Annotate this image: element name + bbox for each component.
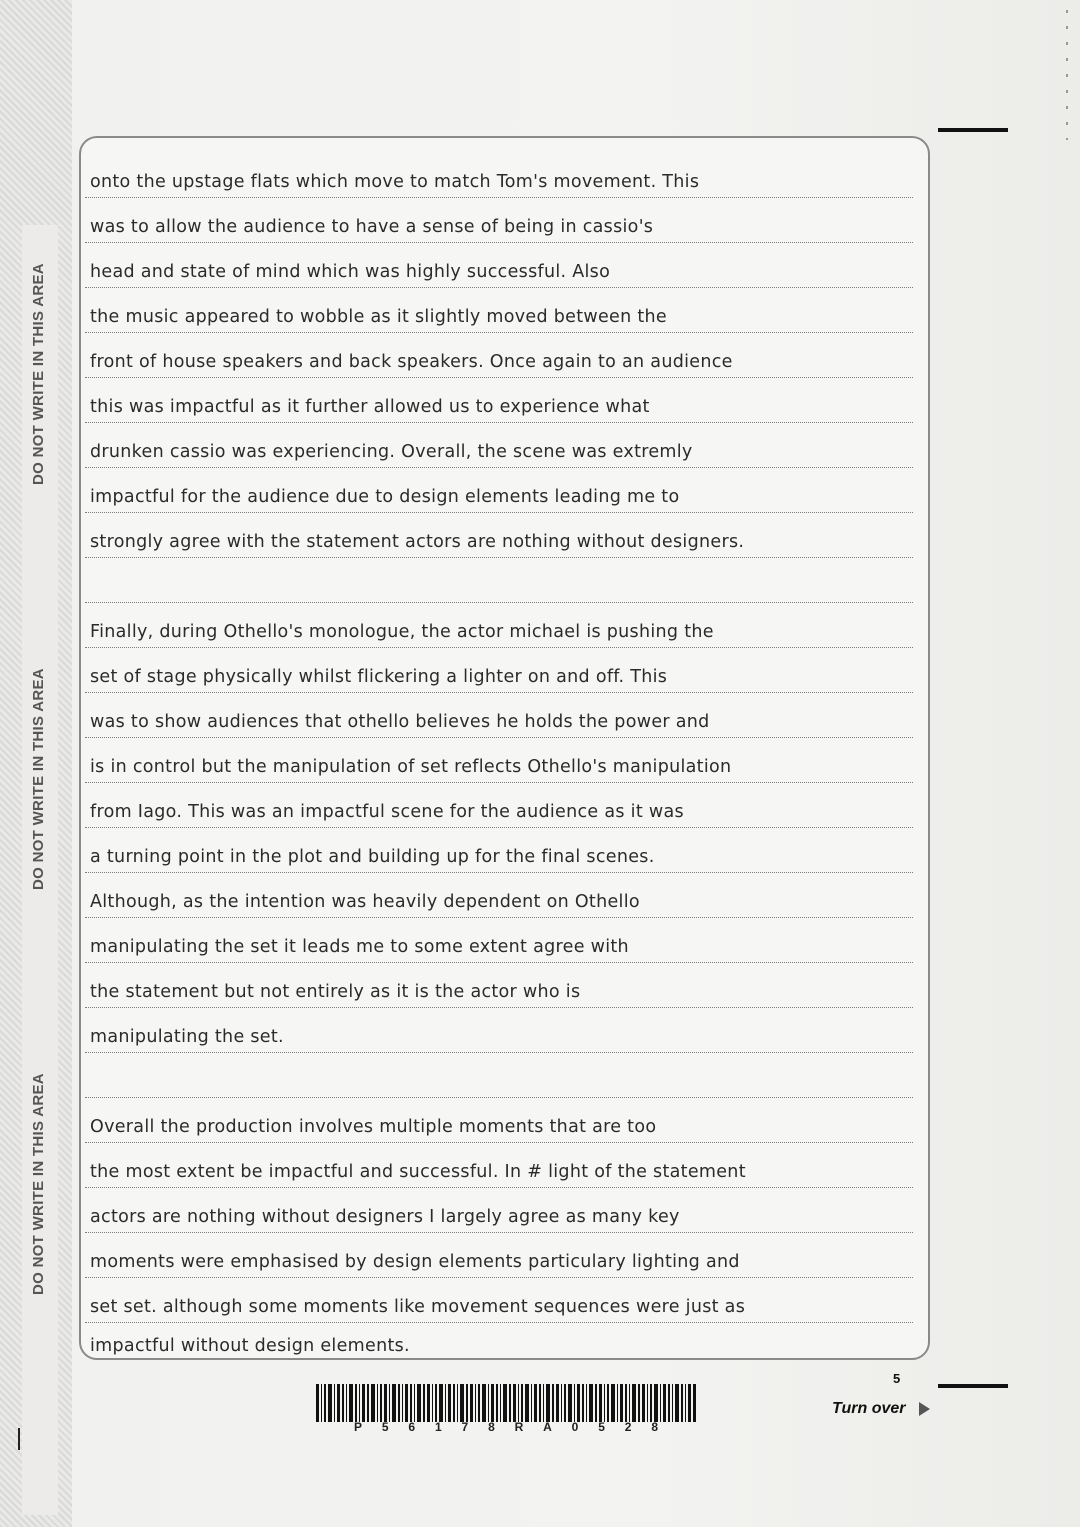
ruled-line bbox=[85, 287, 913, 288]
barcode-label bbox=[316, 1420, 696, 1434]
page-number: 5 bbox=[893, 1371, 901, 1386]
ruled-line bbox=[85, 692, 913, 693]
ruled-line bbox=[85, 422, 913, 423]
handwritten-line: is in control but the manipulation of set reflects Othello's manipulation bbox=[90, 757, 732, 777]
ruled-line bbox=[85, 962, 913, 963]
handwritten-line: set set. although some moments like movement sequences were just as bbox=[90, 1297, 746, 1317]
ruled-line bbox=[85, 827, 913, 828]
barcode-char: 8 bbox=[488, 1420, 495, 1434]
handwritten-line: from Iago. This was an impactful scene for the audience as it was bbox=[90, 802, 684, 822]
ruled-line bbox=[85, 197, 913, 198]
handwritten-line: the most extent be impactful and successful. In # light of the statement bbox=[90, 1162, 746, 1182]
ruled-line bbox=[85, 872, 913, 873]
ruled-line bbox=[85, 1052, 913, 1053]
ruled-line bbox=[85, 512, 913, 513]
barcode-char: 5 bbox=[598, 1420, 605, 1434]
handwritten-line: onto the upstage flats which move to match Tom's movement. This bbox=[90, 172, 700, 192]
ruled-line bbox=[85, 737, 913, 738]
handwritten-line: Overall the production involves multiple moments that are too bbox=[90, 1117, 657, 1137]
turn-over-arrow-icon bbox=[919, 1402, 930, 1416]
margin-notice: DO NOT WRITE IN THIS AREA bbox=[30, 668, 47, 890]
barcode-char: R bbox=[514, 1420, 524, 1434]
handwritten-line: Although, as the intention was heavily dependent on Othello bbox=[90, 892, 640, 912]
ruled-line bbox=[85, 917, 913, 918]
ruled-line bbox=[85, 1187, 913, 1188]
handwritten-line: drunken cassio was experiencing. Overall, the scene was extremly bbox=[90, 442, 693, 462]
margin-bar bbox=[938, 128, 1008, 132]
handwritten-line: was to show audiences that othello believes he holds the power and bbox=[90, 712, 710, 732]
margin-bar bbox=[938, 1384, 1008, 1388]
barcode-char: 0 bbox=[571, 1420, 579, 1434]
handwritten-line: impactful for the audience due to design elements leading me to bbox=[90, 487, 680, 507]
edge-ticks bbox=[1066, 10, 1068, 140]
barcode-char: 6 bbox=[408, 1420, 416, 1434]
ruled-line bbox=[85, 1142, 913, 1143]
handwritten-line: set of stage physically whilst flickering a lighter on and off. This bbox=[90, 667, 668, 687]
barcode-char: 1 bbox=[434, 1420, 442, 1434]
barcode-char: 5 bbox=[381, 1420, 389, 1434]
handwritten-line: actors are nothing without designers I largely agree as many key bbox=[90, 1207, 680, 1227]
ruled-line bbox=[85, 602, 913, 603]
handwritten-line: the music appeared to wobble as it slightly moved between the bbox=[90, 307, 668, 327]
ruled-line bbox=[85, 1322, 913, 1323]
handwritten-line: manipulating the set. bbox=[90, 1027, 284, 1047]
ruled-line bbox=[85, 647, 913, 648]
ruled-line bbox=[85, 782, 913, 783]
ruled-line bbox=[85, 377, 913, 378]
margin-notice: DO NOT WRITE IN THIS AREA bbox=[30, 1073, 47, 1295]
handwritten-line: was to allow the audience to have a sense of being in cassio's bbox=[90, 217, 654, 237]
turn-over-label: Turn over bbox=[832, 1400, 906, 1417]
handwritten-line: moments were emphasised by design elements particulary lighting and bbox=[90, 1252, 740, 1272]
handwritten-line: a turning point in the plot and building up for the final scenes. bbox=[90, 847, 655, 867]
barcode-char: 7 bbox=[461, 1420, 469, 1434]
handwritten-line: Finally, during Othello's monologue, the actor michael is pushing the bbox=[90, 622, 714, 642]
handwritten-line: impactful without design elements. bbox=[90, 1336, 410, 1356]
handwritten-line: the statement but not entirely as it is the actor who is bbox=[90, 982, 581, 1002]
ruled-line bbox=[85, 467, 913, 468]
margin-notice: DO NOT WRITE IN THIS AREA bbox=[30, 263, 47, 485]
ruled-line bbox=[85, 1277, 913, 1278]
barcode-char: 8 bbox=[651, 1420, 658, 1434]
barcode bbox=[316, 1384, 696, 1422]
ruled-line bbox=[85, 242, 913, 243]
barcode-char: 2 bbox=[624, 1420, 632, 1434]
ruled-line bbox=[85, 332, 913, 333]
handwritten-line: this was impactful as it further allowed us to experience what bbox=[90, 397, 650, 417]
handwritten-line: strongly agree with the statement actors are nothing without designers. bbox=[90, 532, 745, 552]
barcode-char: P bbox=[354, 1420, 363, 1434]
ruled-line bbox=[85, 1097, 913, 1098]
handwritten-line: front of house speakers and back speakers. Once again to an audience bbox=[90, 352, 733, 372]
handwritten-line: head and state of mind which was highly successful. Also bbox=[90, 262, 611, 282]
ruled-line bbox=[85, 1007, 913, 1008]
ruled-line bbox=[85, 557, 913, 558]
barcode-char: A bbox=[543, 1420, 552, 1434]
edge-mark bbox=[18, 1428, 20, 1450]
handwritten-line: manipulating the set it leads me to some extent agree with bbox=[90, 937, 629, 957]
ruled-line bbox=[85, 1232, 913, 1233]
